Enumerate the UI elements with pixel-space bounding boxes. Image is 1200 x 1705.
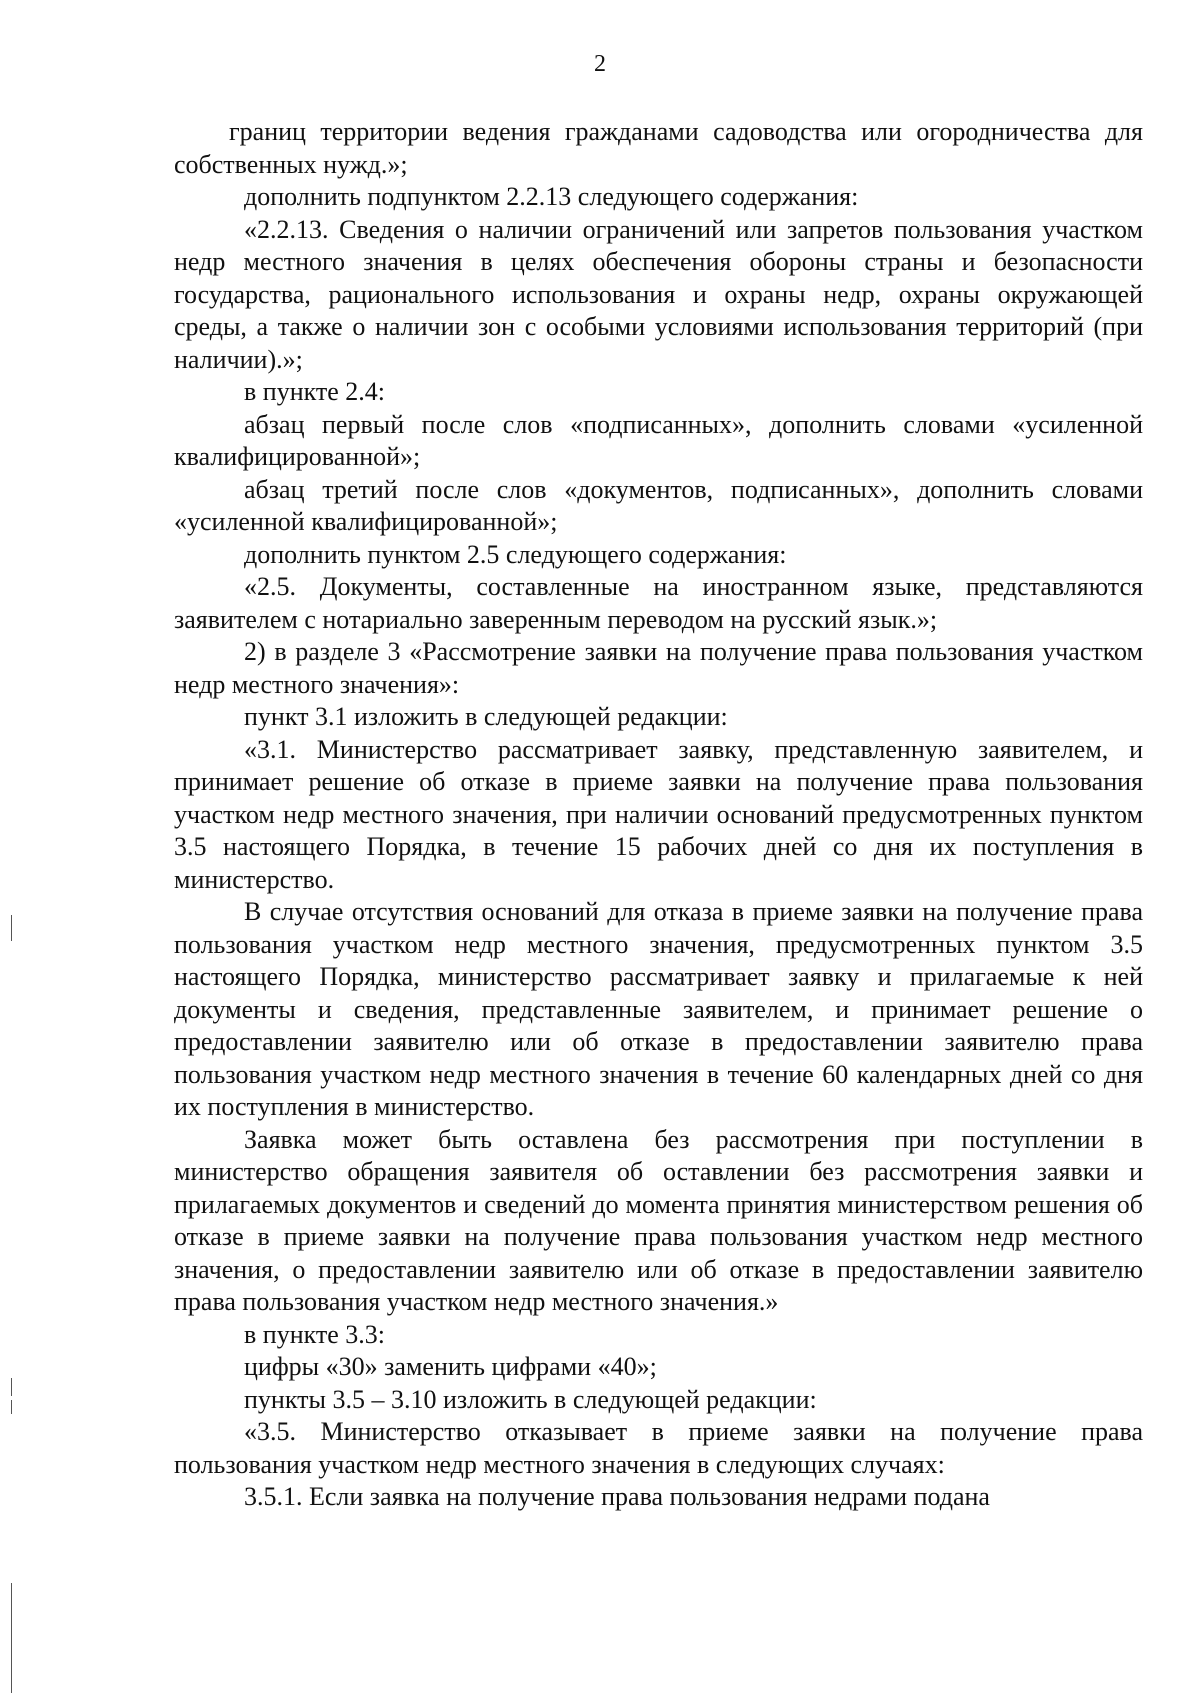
paragraph: 3.5.1. Если заявка на получение права пользования недрами подана [244, 1482, 990, 1511]
paragraph: «3.1. Министерство рассматривает заявку, представленную заявителем, и принимает решение об отказе в приеме заявки на получение права пользования участком недр местного значения, при наличии оснований предусмотренных пунктом 3.5 настоящего Порядка, в течение 15 рабочих дней со дня их поступления в министерство. [174, 734, 1143, 894]
paragraph: в пункте 3.3: [244, 1319, 386, 1349]
paragraph: «2.5. Документы, составленные на иностранном языке, представляются заявителем с нотариально заверенным переводом на русский язык.»; [174, 572, 1143, 634]
paragraph: Заявка может быть оставлена без рассмотрения при поступлении в министерство обращения заявителя об оставлении без рассмотрения заявки и прилагаемых документов и сведений до момента принятия министерством решения об отказе в приеме заявки на получение права пользования участком недр местного значения, о предоставлении заявителю или об отказе в предоставлении заявителю права пользования участком недр местного значения.» [174, 1124, 1143, 1316]
scan-margin-mark [11, 1583, 12, 1693]
paragraph: дополнить пунктом 2.5 следующего содержания: [244, 539, 787, 569]
paragraph: абзац первый после слов «подписанных», дополнить словами «усиленной квалифицированной»; [174, 409, 1143, 471]
scan-margin-mark [11, 1400, 12, 1414]
paragraph: абзац третий после слов «документов, подписанных», дополнить словами «усиленной квалифицированной»; [174, 474, 1143, 536]
paragraph: 2) в разделе 3 «Рассмотрение заявки на получение права пользования участком недр местного значения»: [174, 637, 1143, 699]
scan-margin-mark [11, 1378, 12, 1396]
paragraph: пункты 3.5 – 3.10 изложить в следующей редакции: [244, 1384, 817, 1414]
paragraph: цифры «30» заменить цифрами «40»; [244, 1352, 657, 1381]
paragraph: дополнить подпунктом 2.2.13 следующего содержания: [244, 182, 859, 211]
paragraph: в пункте 2.4: [244, 377, 386, 406]
page-number: 2 [594, 51, 606, 77]
paragraph: пункт 3.1 изложить в следующей редакции: [244, 702, 728, 731]
paragraph: В случае отсутствия оснований для отказа в приеме заявки на получение права пользования участком недр местного значения, предусмотренных пунктом 3.5 настоящего Порядка, министерство рассматривает заявку и прилагаемые к ней документы и сведения, представленные заявителем, и принимает решение о предоставлении заявителю или об отказе в предоставлении заявителю права пользования участком недр местного значения в течение 60 календарных дней со дня их поступления в министерство. [174, 897, 1143, 1121]
scan-margin-mark [11, 915, 12, 941]
paragraph: границ территории ведения гражданами садоводства или огородничества для собственных нужд.»; [174, 117, 1143, 179]
paragraph: «2.2.13. Сведения о наличии ограничений или запретов пользования участком недр местного значения в целях обеспечения обороны страны и безопасности государства, рационального использования и охраны недр, охраны окружающей среды, а также о наличии зон с особыми условиями использования территорий (при наличии).»; [174, 214, 1143, 374]
document-body [174, 116, 1143, 1514]
paragraph: «3.5. Министерство отказывает в приеме заявки на получение права пользования участком недр местного значения в следующих случаях: [174, 1417, 1143, 1479]
